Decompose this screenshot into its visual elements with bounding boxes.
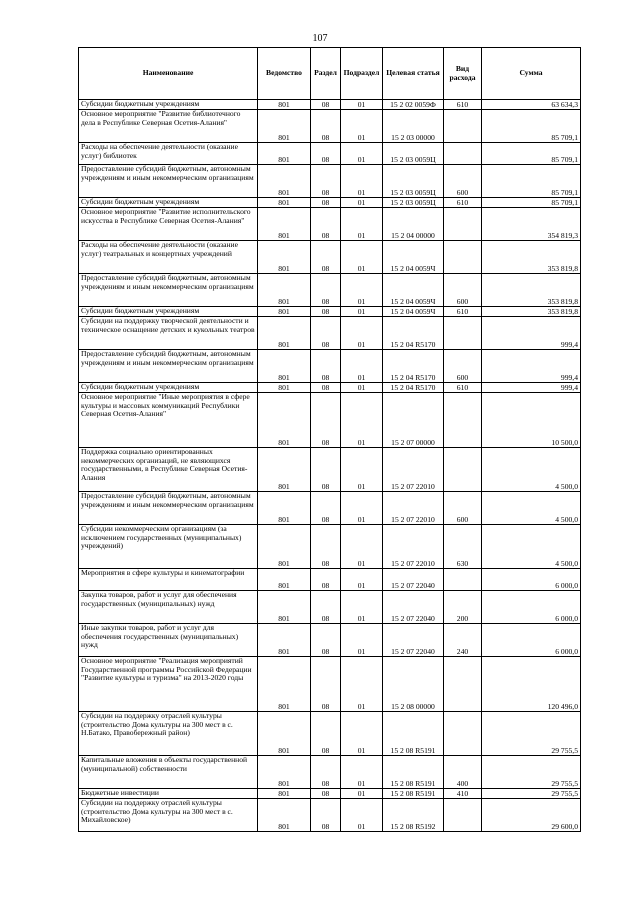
table-cell-amount: 6 000,0 (482, 624, 581, 657)
header-section: Раздел (311, 48, 341, 100)
table-cell-name: Капитальные вложения в объекты государственной (муниципальной) собственности (79, 756, 258, 789)
table-cell-ministry: 801 (258, 165, 311, 198)
table-cell-target: 15 2 02 0059Ф (383, 100, 444, 110)
table-cell-expense-type (444, 208, 482, 241)
table-row (79, 492, 581, 525)
table-cell-subsection: 01 (341, 307, 383, 317)
table-cell-name: Поддержка социально ориентированных некоммерческих организаций, не являющихся государственными, в Республике Северная Осетия-Алания (79, 448, 258, 492)
table-cell-amount: 4 500,0 (482, 492, 581, 525)
table-cell-expense-type: 600 (444, 274, 482, 307)
table-cell-expense-type (444, 241, 482, 274)
table-cell-amount: 85 709,1 (482, 110, 581, 143)
table-cell-subsection: 01 (341, 657, 383, 712)
table-cell-name: Расходы на обеспечение деятельности (оказание услуг) театральных и концертных учреждений (79, 241, 258, 274)
table-row (79, 307, 581, 317)
table-row (79, 799, 581, 832)
table-cell-subsection: 01 (341, 110, 383, 143)
table-row (79, 208, 581, 241)
header-ministry: Ведомство (258, 48, 311, 100)
table-row (79, 317, 581, 350)
table-cell-expense-type: 630 (444, 525, 482, 569)
table-row (79, 624, 581, 657)
table-cell-subsection: 01 (341, 100, 383, 110)
table-cell-target: 15 2 03 0059Ц (383, 165, 444, 198)
table-cell-amount: 85 709,1 (482, 165, 581, 198)
table-cell-amount: 4 500,0 (482, 525, 581, 569)
table-cell-amount: 6 000,0 (482, 569, 581, 591)
header-row (79, 48, 581, 100)
table-cell-section: 08 (311, 241, 341, 274)
table-cell-target: 15 2 03 00000 (383, 110, 444, 143)
table-cell-section: 08 (311, 624, 341, 657)
table-cell-subsection: 01 (341, 492, 383, 525)
table-cell-amount: 10 500,0 (482, 393, 581, 448)
table-cell-subsection: 01 (341, 591, 383, 624)
table-cell-name: Мероприятия в сфере культуры и кинематографии (79, 569, 258, 591)
table-cell-name: Предоставление субсидий бюджетным, автономным учреждениям и иным некоммерческим организациям (79, 274, 258, 307)
table-cell-subsection: 01 (341, 165, 383, 198)
table-cell-target: 15 2 07 22040 (383, 569, 444, 591)
table-cell-ministry: 801 (258, 448, 311, 492)
table-cell-amount: 29 600,0 (482, 799, 581, 832)
table-cell-target: 15 2 03 0059Ц (383, 143, 444, 165)
table-cell-name: Бюджетные инвестиции (79, 789, 258, 799)
header-amount: Сумма (482, 48, 581, 100)
table-cell-ministry: 801 (258, 712, 311, 756)
table-cell-ministry: 801 (258, 350, 311, 383)
header-name: Наименование (79, 48, 258, 100)
header-target: Целевая статья (383, 48, 444, 100)
table-cell-subsection: 01 (341, 383, 383, 393)
table-cell-name: Предоставление субсидий бюджетным, автономным учреждениям и иным некоммерческим организациям (79, 350, 258, 383)
table-cell-target: 15 2 04 00000 (383, 208, 444, 241)
table-row (79, 448, 581, 492)
table-cell-section: 08 (311, 712, 341, 756)
table-row (79, 657, 581, 712)
table-cell-section: 08 (311, 317, 341, 350)
table-cell-target: 15 2 07 22040 (383, 591, 444, 624)
table-cell-section: 08 (311, 448, 341, 492)
table-cell-section: 08 (311, 100, 341, 110)
table-cell-target: 15 2 08 R5191 (383, 789, 444, 799)
table-cell-expense-type: 410 (444, 789, 482, 799)
table-cell-amount: 85 709,1 (482, 143, 581, 165)
table-cell-amount: 85 709,1 (482, 198, 581, 208)
table-cell-section: 08 (311, 393, 341, 448)
table-cell-ministry: 801 (258, 789, 311, 799)
table-cell-expense-type: 610 (444, 100, 482, 110)
table-row (79, 110, 581, 143)
table-cell-expense-type (444, 143, 482, 165)
table-cell-expense-type (444, 657, 482, 712)
table-cell-target: 15 2 03 0059Ц (383, 198, 444, 208)
table-cell-target: 15 2 07 22040 (383, 624, 444, 657)
table-cell-name: Субсидии некоммерческим организациям (за исключением государственных (муниципальных) учреждений) (79, 525, 258, 569)
table-cell-name: Основное мероприятие "Развитие библиотечного дела в Республике Северная Осетия-Алания" (79, 110, 258, 143)
table-cell-ministry: 801 (258, 591, 311, 624)
table-cell-name: Субсидии на поддержку отраслей культуры (строительство Дома культуры на 300 мест в с. Михайловское) (79, 799, 258, 832)
table-cell-ministry: 801 (258, 492, 311, 525)
table-cell-amount: 353 819,8 (482, 274, 581, 307)
table-row (79, 241, 581, 274)
table-cell-ministry: 801 (258, 198, 311, 208)
table-cell-subsection: 01 (341, 198, 383, 208)
table-cell-amount: 999,4 (482, 383, 581, 393)
table-cell-expense-type: 600 (444, 350, 482, 383)
table-cell-expense-type: 610 (444, 307, 482, 317)
table-cell-target: 15 2 07 22010 (383, 492, 444, 525)
table-cell-ministry: 801 (258, 657, 311, 712)
table-cell-amount: 29 755,5 (482, 756, 581, 789)
table-row (79, 143, 581, 165)
table-cell-ministry: 801 (258, 799, 311, 832)
table-row (79, 525, 581, 569)
table-row (79, 789, 581, 799)
table-cell-section: 08 (311, 307, 341, 317)
table-cell-subsection: 01 (341, 143, 383, 165)
header-expense-type: Вид расхода (444, 48, 482, 100)
table-cell-ministry: 801 (258, 274, 311, 307)
table-cell-target: 15 2 04 0059Ч (383, 307, 444, 317)
table-row (79, 569, 581, 591)
table-cell-target: 15 2 07 00000 (383, 393, 444, 448)
table-cell-name: Субсидии бюджетным учреждениям (79, 198, 258, 208)
table-row (79, 383, 581, 393)
table-cell-subsection: 01 (341, 208, 383, 241)
table-row (79, 393, 581, 448)
table-cell-subsection: 01 (341, 448, 383, 492)
table-cell-section: 08 (311, 799, 341, 832)
table-cell-ministry: 801 (258, 110, 311, 143)
table-cell-section: 08 (311, 274, 341, 307)
table-cell-expense-type (444, 448, 482, 492)
table-row (79, 756, 581, 789)
table-row (79, 712, 581, 756)
table-cell-ministry: 801 (258, 241, 311, 274)
page-number: 107 (312, 33, 328, 44)
table-cell-ministry: 801 (258, 756, 311, 789)
table-cell-ministry: 801 (258, 569, 311, 591)
table-cell-amount: 29 755,5 (482, 789, 581, 799)
table-cell-expense-type (444, 799, 482, 832)
table-cell-target: 15 2 07 22010 (383, 448, 444, 492)
table-cell-subsection: 01 (341, 799, 383, 832)
table-cell-target: 15 2 08 R5191 (383, 712, 444, 756)
table-cell-name: Закупка товаров, работ и услуг для обеспечения государственных (муниципальных) нужд (79, 591, 258, 624)
table-cell-target: 15 2 04 R5170 (383, 350, 444, 383)
table-cell-amount: 120 496,0 (482, 657, 581, 712)
table-row (79, 274, 581, 307)
table-cell-subsection: 01 (341, 756, 383, 789)
table-cell-subsection: 01 (341, 393, 383, 448)
table-cell-subsection: 01 (341, 317, 383, 350)
table-cell-section: 08 (311, 350, 341, 383)
table-cell-target: 15 2 04 0059Ч (383, 241, 444, 274)
table-cell-section: 08 (311, 789, 341, 799)
table-cell-amount: 354 819,3 (482, 208, 581, 241)
table-cell-name: Иные закупки товаров, работ и услуг для обеспечения государственных (муниципальных) нужд (79, 624, 258, 657)
table-cell-expense-type: 240 (444, 624, 482, 657)
table-cell-name: Расходы на обеспечение деятельности (оказание услуг) библиотек (79, 143, 258, 165)
table-cell-name: Субсидии бюджетным учреждениям (79, 383, 258, 393)
table-cell-target: 15 2 08 00000 (383, 657, 444, 712)
header-subsection: Подраздел (341, 48, 383, 100)
table-cell-expense-type (444, 393, 482, 448)
table-cell-ministry: 801 (258, 383, 311, 393)
table-row (79, 198, 581, 208)
table-cell-target: 15 2 08 R5192 (383, 799, 444, 832)
table-cell-subsection: 01 (341, 274, 383, 307)
table-cell-section: 08 (311, 525, 341, 569)
table-cell-ministry: 801 (258, 307, 311, 317)
table-cell-name: Предоставление субсидий бюджетным, автономным учреждениям и иным некоммерческим организациям (79, 492, 258, 525)
table-cell-section: 08 (311, 383, 341, 393)
table-cell-ministry: 801 (258, 100, 311, 110)
table-cell-target: 15 2 04 0059Ч (383, 274, 444, 307)
table-cell-name: Основное мероприятие "Развитие исполнительского искусства в Республике Северная Осетия-Алания" (79, 208, 258, 241)
table-cell-section: 08 (311, 657, 341, 712)
table-row (79, 350, 581, 383)
table-cell-ministry: 801 (258, 317, 311, 350)
table-row (79, 591, 581, 624)
table-cell-expense-type: 610 (444, 383, 482, 393)
table-cell-expense-type (444, 712, 482, 756)
table-cell-section: 08 (311, 569, 341, 591)
table-cell-name: Основное мероприятие "Реализация мероприятий Государственной программы Российской Федерации "Развитие культуры и туризма" на 2013-2020 годы (79, 657, 258, 712)
table-cell-target: 15 2 04 R5170 (383, 383, 444, 393)
table-cell-amount: 999,4 (482, 350, 581, 383)
table-cell-section: 08 (311, 208, 341, 241)
table-cell-name: Субсидии бюджетным учреждениям (79, 307, 258, 317)
table-cell-ministry: 801 (258, 143, 311, 165)
table-cell-target: 15 2 04 R5170 (383, 317, 444, 350)
table-cell-amount: 999,4 (482, 317, 581, 350)
table-cell-name: Субсидии на поддержку творческой деятельности и техническое оснащение детских и кукольных театров (79, 317, 258, 350)
table-cell-subsection: 01 (341, 525, 383, 569)
table-cell-subsection: 01 (341, 569, 383, 591)
table-cell-amount: 6 000,0 (482, 591, 581, 624)
table-cell-ministry: 801 (258, 525, 311, 569)
table-cell-section: 08 (311, 110, 341, 143)
table-cell-ministry: 801 (258, 393, 311, 448)
table-row (79, 165, 581, 198)
table-cell-name: Основное мероприятие "Иные мероприятия в сфере культуры и массовых коммуникаций Республики Северная Осетия-Алания" (79, 393, 258, 448)
table-cell-target: 15 2 07 22010 (383, 525, 444, 569)
table-cell-expense-type (444, 317, 482, 350)
table-cell-name: Предоставление субсидий бюджетным, автономным учреждениям и иным некоммерческим организациям (79, 165, 258, 198)
table-cell-section: 08 (311, 591, 341, 624)
table-cell-subsection: 01 (341, 789, 383, 799)
table-cell-amount: 353 819,8 (482, 241, 581, 274)
table-cell-section: 08 (311, 492, 341, 525)
table-cell-expense-type (444, 110, 482, 143)
table-cell-amount: 63 634,3 (482, 100, 581, 110)
table-cell-subsection: 01 (341, 712, 383, 756)
table-cell-subsection: 01 (341, 624, 383, 657)
table-cell-subsection: 01 (341, 350, 383, 383)
table-cell-section: 08 (311, 756, 341, 789)
table-cell-target: 15 2 08 R5191 (383, 756, 444, 789)
table-cell-expense-type: 400 (444, 756, 482, 789)
table-cell-ministry: 801 (258, 208, 311, 241)
table-cell-name: Субсидии бюджетным учреждениям (79, 100, 258, 110)
table-cell-subsection: 01 (341, 241, 383, 274)
table-cell-section: 08 (311, 165, 341, 198)
table-cell-amount: 29 755,5 (482, 712, 581, 756)
table-row (79, 100, 581, 110)
table-cell-expense-type (444, 569, 482, 591)
table-cell-expense-type: 600 (444, 165, 482, 198)
table-cell-amount: 353 819,8 (482, 307, 581, 317)
table-cell-expense-type: 610 (444, 198, 482, 208)
budget-table (78, 47, 581, 832)
table-cell-name: Субсидии на поддержку отраслей культуры (строительство Дома культуры на 300 мест в с. Н.Батако, Правобережный район) (79, 712, 258, 756)
table-cell-section: 08 (311, 198, 341, 208)
table-cell-section: 08 (311, 143, 341, 165)
table-cell-expense-type: 600 (444, 492, 482, 525)
table-cell-expense-type: 200 (444, 591, 482, 624)
table-cell-amount: 4 500,0 (482, 448, 581, 492)
table-cell-ministry: 801 (258, 624, 311, 657)
